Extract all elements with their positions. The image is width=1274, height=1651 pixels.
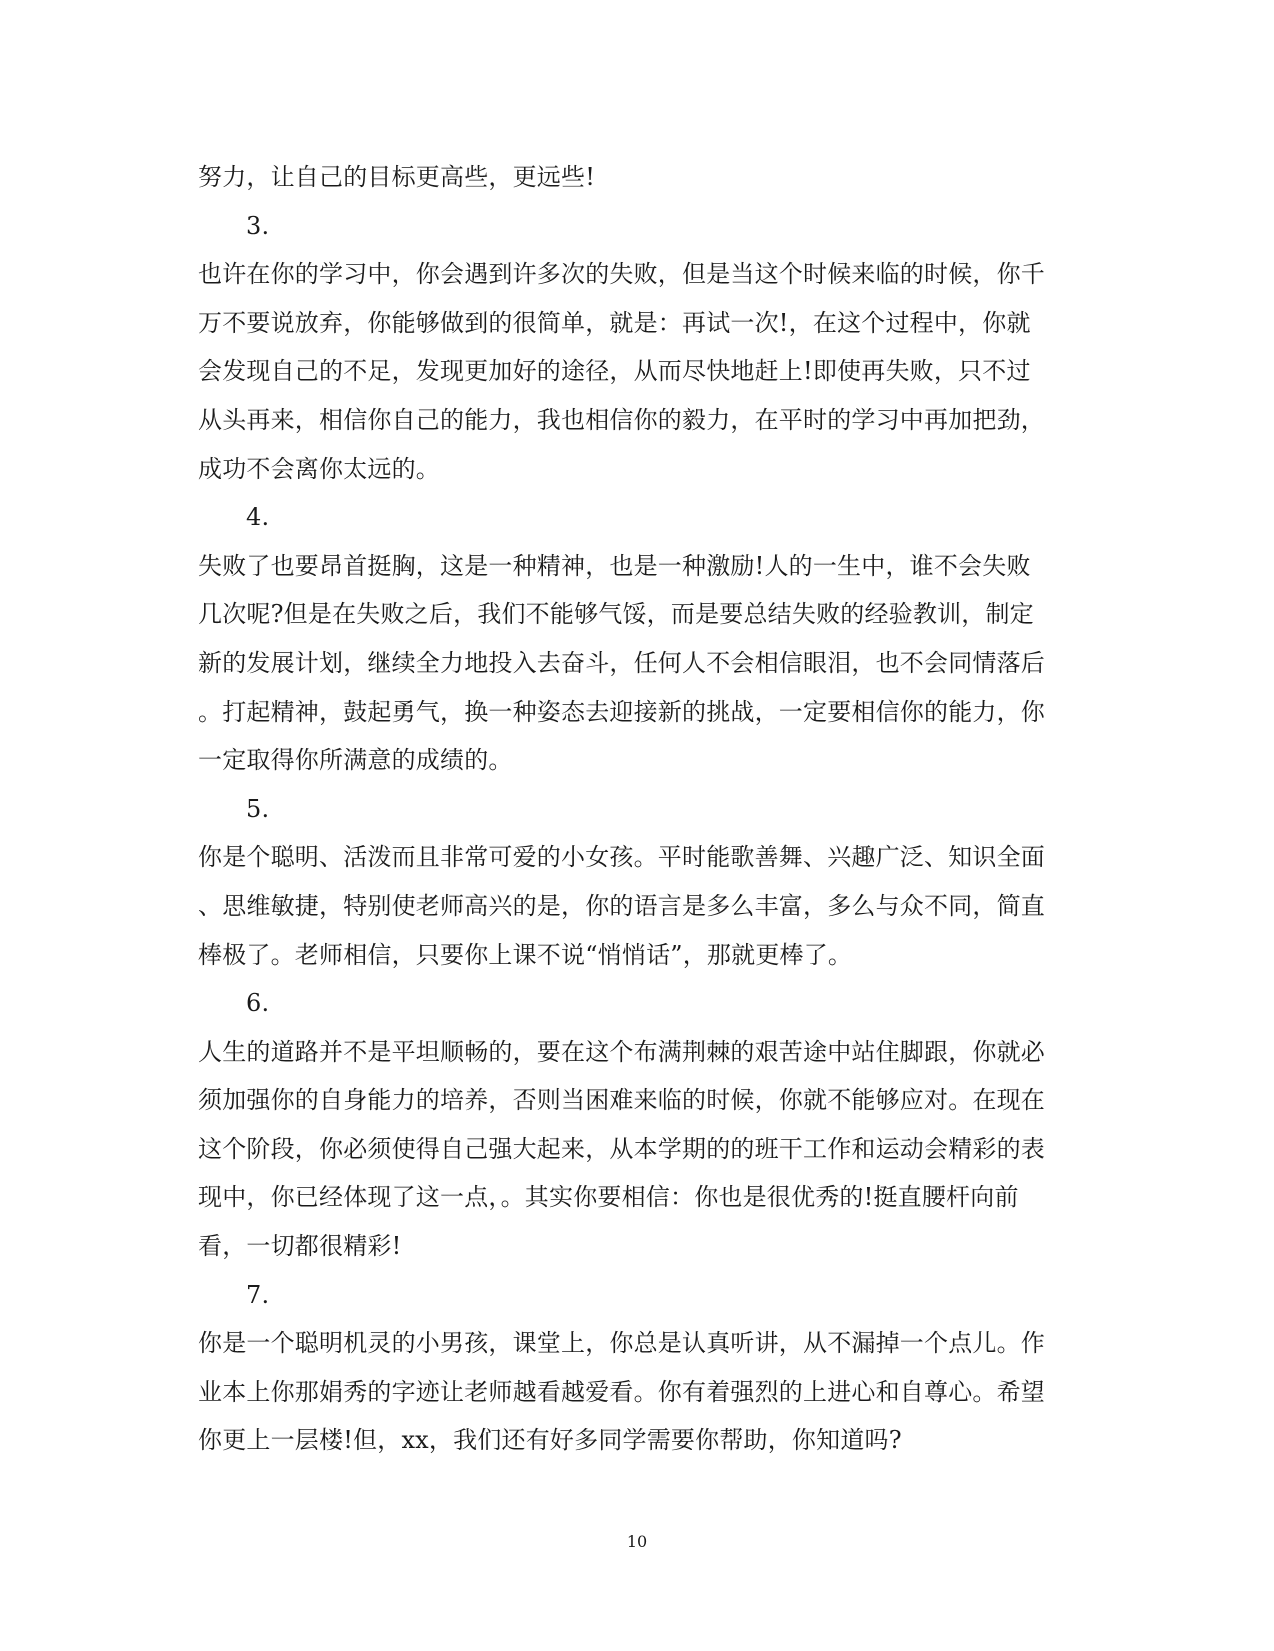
body-line: 万不要说放弃，你能够做到的很简单，就是：再试一次!，在这个过程中，你就	[198, 308, 1031, 337]
item-number: 6.	[246, 989, 270, 1018]
body-line: 努力，让自己的目标更高些，更远些!	[198, 163, 596, 191]
body-line: 你更上一层楼!但，xx，我们还有好多同学需要你帮助，你知道吗?	[198, 1426, 902, 1455]
body-line: 须加强你的自身能力的培养，否则当困难来临的时候，你就不能够应对。在现在	[198, 1086, 1045, 1115]
item-number: 3.	[246, 211, 270, 240]
body-line: 这个阶段，你必须使得自己强大起来，从本学期的的班干工作和运动会精彩的表	[198, 1134, 1045, 1163]
body-line: 从头再来，相信你自己的能力，我也相信你的毅力，在平时的学习中再加把劲，	[198, 405, 1045, 434]
body-line: 成功不会离你太远的。	[198, 454, 440, 483]
body-line: 、思维敏捷，特别使老师高兴的是，你的语言是多么丰富，多么与众不同，简直	[198, 891, 1045, 920]
body-line: 会发现自己的不足，发现更加好的途径，从而尽快地赶上!即使再失败，只不过	[198, 357, 1031, 386]
document-body	[198, 153, 1078, 1465]
body-line: 棒极了。老师相信，只要你上课不说“悄悄话”，那就更棒了。	[198, 940, 853, 969]
body-line: 人生的道路并不是平坦顺畅的，要在这个布满荆棘的艰苦途中站住脚跟，你就必	[198, 1037, 1045, 1066]
item-number: 7.	[246, 1280, 270, 1309]
body-line: 现中，你已经体现了这一点，。其实你要相信：你也是很优秀的!挺直腰杆向前	[198, 1183, 1019, 1212]
body-line: 几次呢?但是在失败之后，我们不能够气馁，而是要总结失败的经验教训，制定	[198, 600, 1034, 629]
body-line: 。打起精神，鼓起勇气，换一种姿态去迎接新的挑战，一定要相信你的能力，你	[198, 697, 1045, 726]
item-number: 4.	[246, 503, 270, 532]
page-number: 10	[626, 1532, 648, 1551]
item-number: 5.	[246, 794, 270, 823]
body-line: 失败了也要昂首挺胸，这是一种精神，也是一种激励!人的一生中，谁不会失败	[198, 551, 1031, 580]
body-line: 看，一切都很精彩!	[198, 1232, 402, 1261]
body-line: 你是一个聪明机灵的小男孩，课堂上，你总是认真听讲，从不漏掉一个点儿。作	[198, 1329, 1045, 1358]
body-line: 你是个聪明、活泼而且非常可爱的小女孩。平时能歌善舞、兴趣广泛、知识全面	[198, 843, 1045, 872]
body-line: 也许在你的学习中，你会遇到许多次的失败，但是当这个时候来临的时候，你千	[198, 260, 1045, 289]
body-line: 新的发展计划，继续全力地投入去奋斗，任何人不会相信眼泪，也不会同情落后	[198, 648, 1045, 677]
body-line: 业本上你那娟秀的字迹让老师越看越爱看。你有着强烈的上进心和自尊心。希望	[198, 1377, 1045, 1406]
body-line: 一定取得你所满意的成绩的。	[198, 746, 513, 775]
